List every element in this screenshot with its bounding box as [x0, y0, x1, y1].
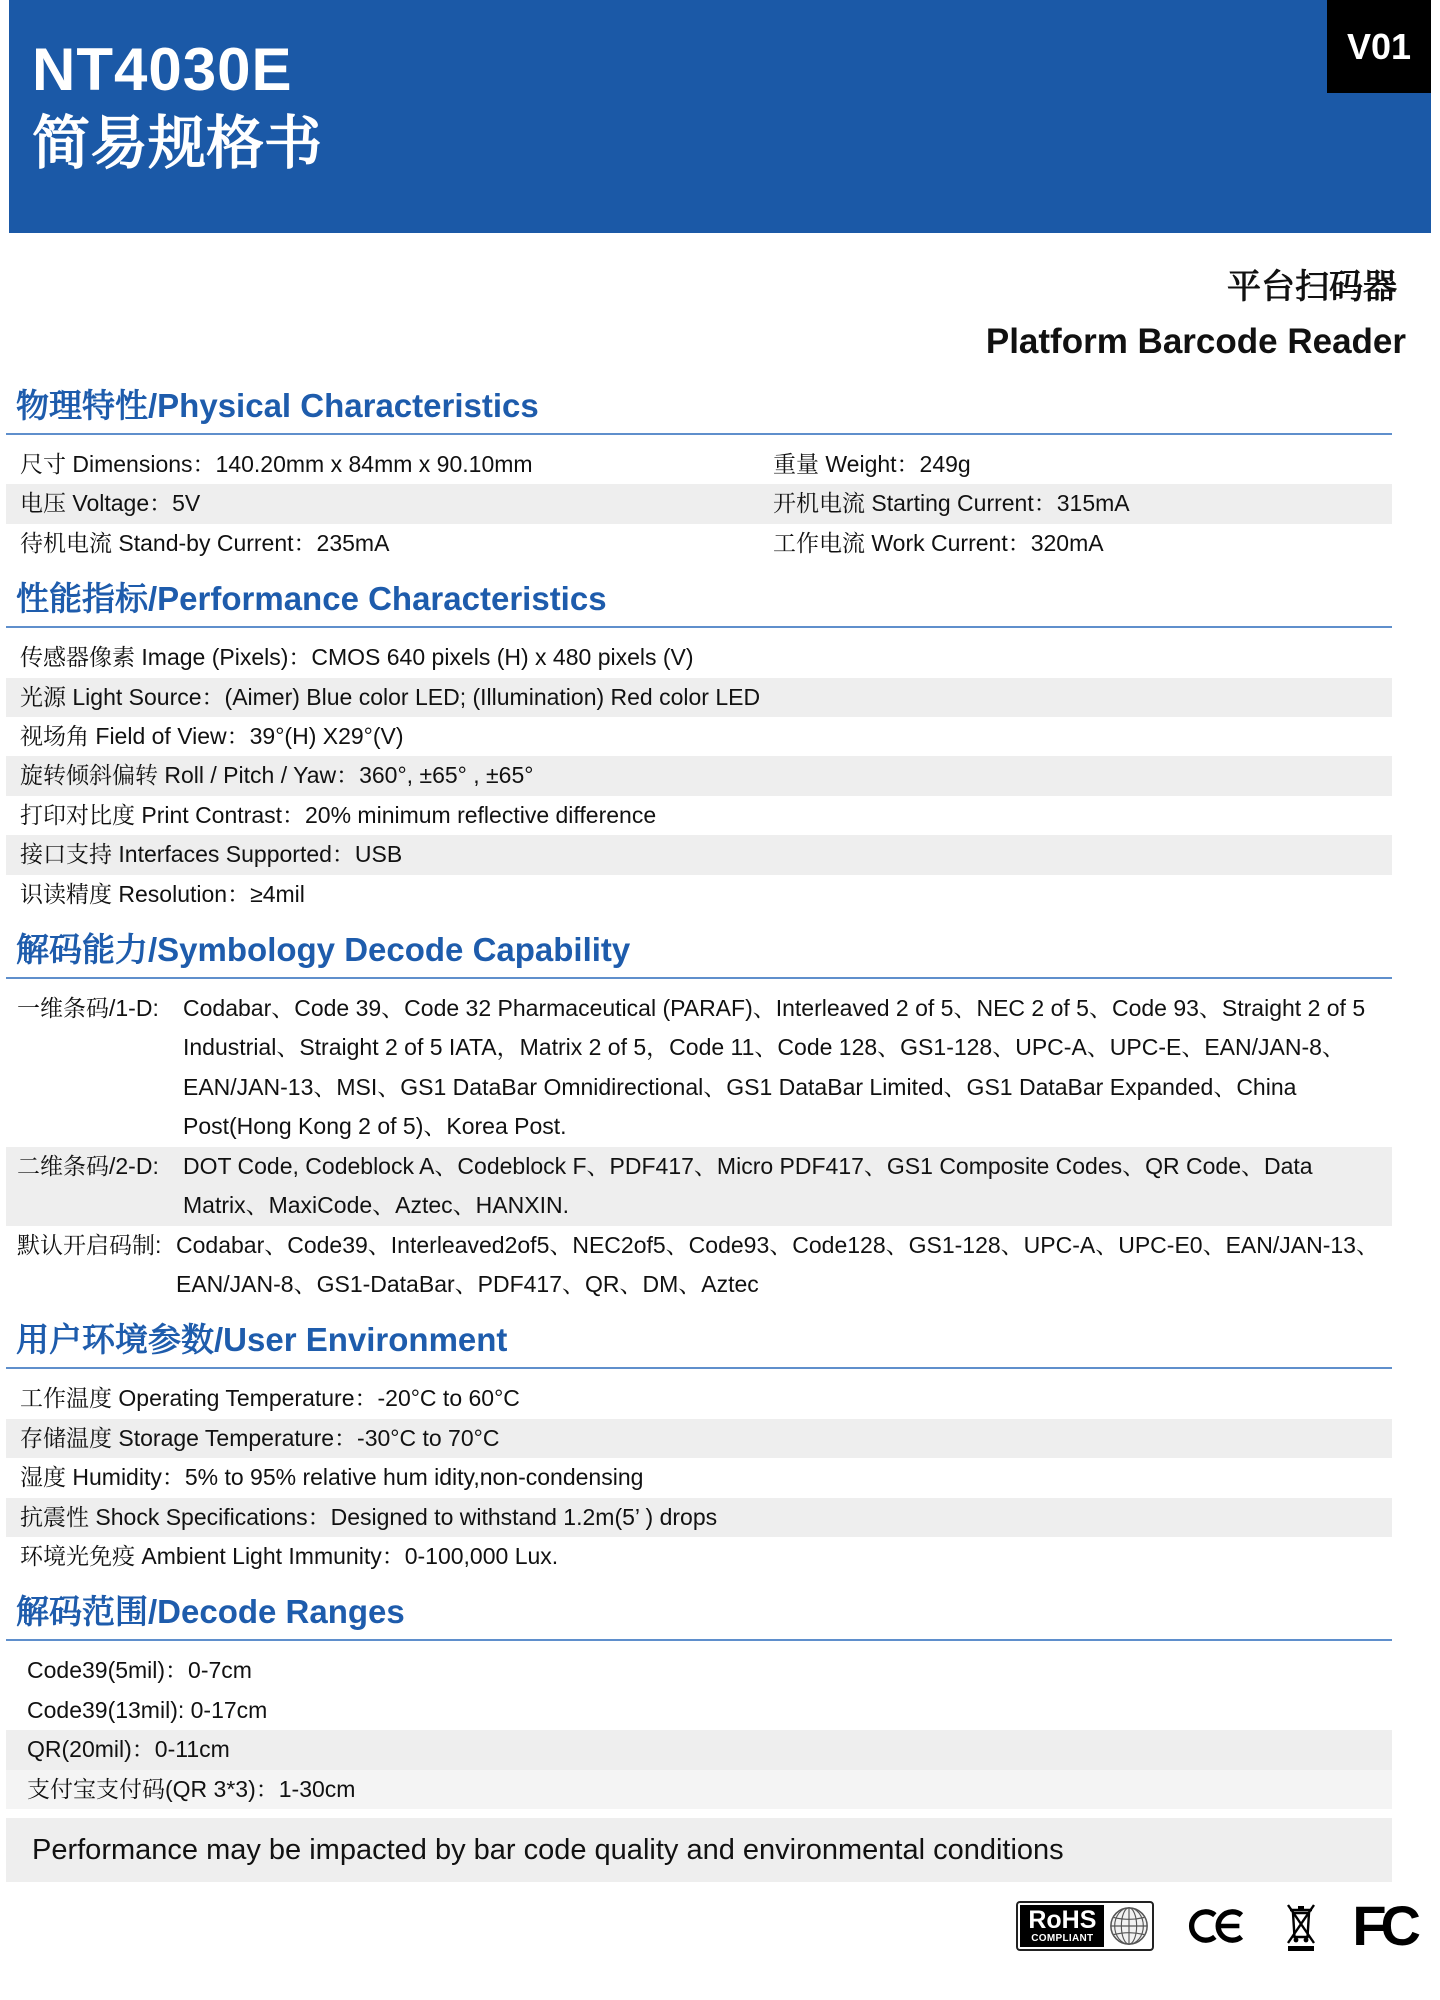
- section-title-symbology: 解码能力/Symbology Decode Capability: [6, 928, 1392, 979]
- spec-work-current: 工作电流 Work Current：320mA: [773, 529, 1104, 556]
- spec-resolution: 识读精度 Resolution：≥4mil: [20, 880, 305, 907]
- globe-icon: [1108, 1905, 1150, 1947]
- spec-ambient-light: 环境光免疫 Ambient Light Immunity：0-100,000 Lux.: [20, 1542, 559, 1569]
- section-title-decode-ranges: 解码范围/Decode Ranges: [6, 1590, 1392, 1641]
- ce-mark-icon: [1188, 1904, 1250, 1948]
- spec-storage-temperature: 存储温度 Storage Temperature：-30°C to 70°C: [6, 1419, 1392, 1458]
- range-qr-20mil: QR(20mil)：0-11cm: [6, 1730, 1392, 1769]
- title-block: [32, 33, 322, 181]
- spec-1d-codes: [6, 989, 1392, 1147]
- product-subtitle: [0, 233, 1440, 364]
- spec-light-source: 光源 Light Source：(Aimer) Blue color LED; (Illumination) Red color LED: [6, 678, 1392, 717]
- document-title: 简易规格书: [32, 111, 323, 176]
- spec-image-pixels: 传感器像素 Image (Pixels)：CMOS 640 pixels (H) x 480 pixels (V): [20, 644, 694, 671]
- spec-row: [6, 445, 1392, 484]
- spec-default-codes: [6, 1226, 1392, 1305]
- fcc-logo: FC: [1352, 1893, 1415, 1957]
- spec-voltage: 电压 Voltage：5V: [20, 490, 201, 517]
- spec-2d-codes: [6, 1147, 1392, 1226]
- spec-standby-current: 待机电流 Stand-by Current：235mA: [20, 529, 390, 556]
- performance-note: Performance may be impacted by bar code quality and environmental conditions: [6, 1818, 1392, 1882]
- spec-label: 二维条码/2-D:: [17, 1152, 159, 1179]
- version-badge: V01: [1327, 0, 1431, 93]
- spec-operating-temperature: 工作温度 Operating Temperature：-20°C to 60°C: [20, 1385, 520, 1412]
- main-content: [0, 233, 1440, 1957]
- certification-logos: [0, 1893, 1440, 1957]
- spec-value: Codabar、Code39、Interleaved2of5、NEC2of5、Code93、Code128、GS1-128、UPC-A、UPC-E0、EAN/JAN-13、EAN/JAN-8、GS1-DataBar、PDF417、QR、DM、Aztec: [176, 1231, 1379, 1297]
- spec-label: 一维条码/1-D:: [17, 995, 159, 1022]
- rohs-logo: [1016, 1901, 1154, 1951]
- section-title-physical: 物理特性/Physical Characteristics: [6, 384, 1392, 435]
- product-type-en: Platform Barcode Reader: [985, 322, 1406, 361]
- rohs-badge: [1020, 1905, 1104, 1947]
- spec-dimensions: 尺寸 Dimensions：140.20mm x 84mm x 90.10mm: [20, 451, 533, 477]
- spec-row: [6, 484, 1392, 523]
- spec-sections: [6, 384, 1392, 1882]
- spec-value: DOT Code, Codeblock A、Codeblock F、PDF417、Micro PDF417、GS1 Composite Codes、QR Code、Data Matrix、MaxiCode、Aztec、HANXIN.: [183, 1152, 1313, 1219]
- section-title-environment: 用户环境参数/User Environment: [6, 1318, 1392, 1369]
- model-title: NT4030E: [32, 36, 293, 103]
- range-code39-13mil: Code39(13mil): 0-17cm: [27, 1696, 268, 1723]
- product-type-cn: 平台扫码器: [1227, 268, 1397, 306]
- spec-shock: 抗震性 Shock Specifications：Designed to withstand 1.2m(5’ ) drops: [6, 1498, 1392, 1537]
- range-code39-5mil: Code39(5mil)：0-7cm: [27, 1657, 252, 1684]
- spec-row: [6, 524, 1392, 563]
- spec-humidity: 湿度 Humidity：5% to 95% relative hum idity,non-condensing: [20, 1464, 644, 1491]
- spec-weight: 重量 Weight：249g: [773, 451, 971, 477]
- spec-field-of-view: 视场角 Field of View：39°(H) X29°(V): [20, 723, 404, 750]
- spec-label: 默认开启码制:: [17, 1231, 162, 1258]
- spec-value: Codabar、Code 39、Code 32 Pharmaceutical (PARAF)、Interleaved 2 of 5、NEC 2 of 5、Code 93、Straight 2 of 5 Industrial、Straight 2 of 5 IATA，Matrix 2 of 5，Code 11、Code 128、GS1-128、UPC-A、UPC-E、EAN/JAN-8、EAN/JAN-13、MSI、GS1 DataBar Omnidirectional、GS1 DataBar Limited、GS1 DataBar Expanded、China Post(Hong Kong 2 of 5)、Korea Post.: [183, 995, 1366, 1140]
- rohs-text: RoHS: [1028, 1905, 1097, 1934]
- rohs-compliant-text: COMPLIANT: [1031, 1932, 1094, 1944]
- spec-print-contrast: 打印对比度 Print Contrast：20% minimum reflective difference: [20, 801, 657, 828]
- range-alipay-qr: 支付宝支付码(QR 3*3)：1-30cm: [6, 1770, 1392, 1809]
- crossed-out-bin-icon: [1284, 1900, 1318, 1952]
- header-band: [9, 0, 1431, 233]
- spec-starting-current: 开机电流 Starting Current：315mA: [773, 490, 1130, 517]
- section-title-performance: 性能指标/Performance Characteristics: [6, 577, 1392, 628]
- spec-interfaces: 接口支持 Interfaces Supported：USB: [6, 835, 1392, 874]
- spec-roll-pitch-yaw: 旋转倾斜偏转 Roll / Pitch / Yaw：360°, ±65° , ±65°: [6, 756, 1392, 795]
